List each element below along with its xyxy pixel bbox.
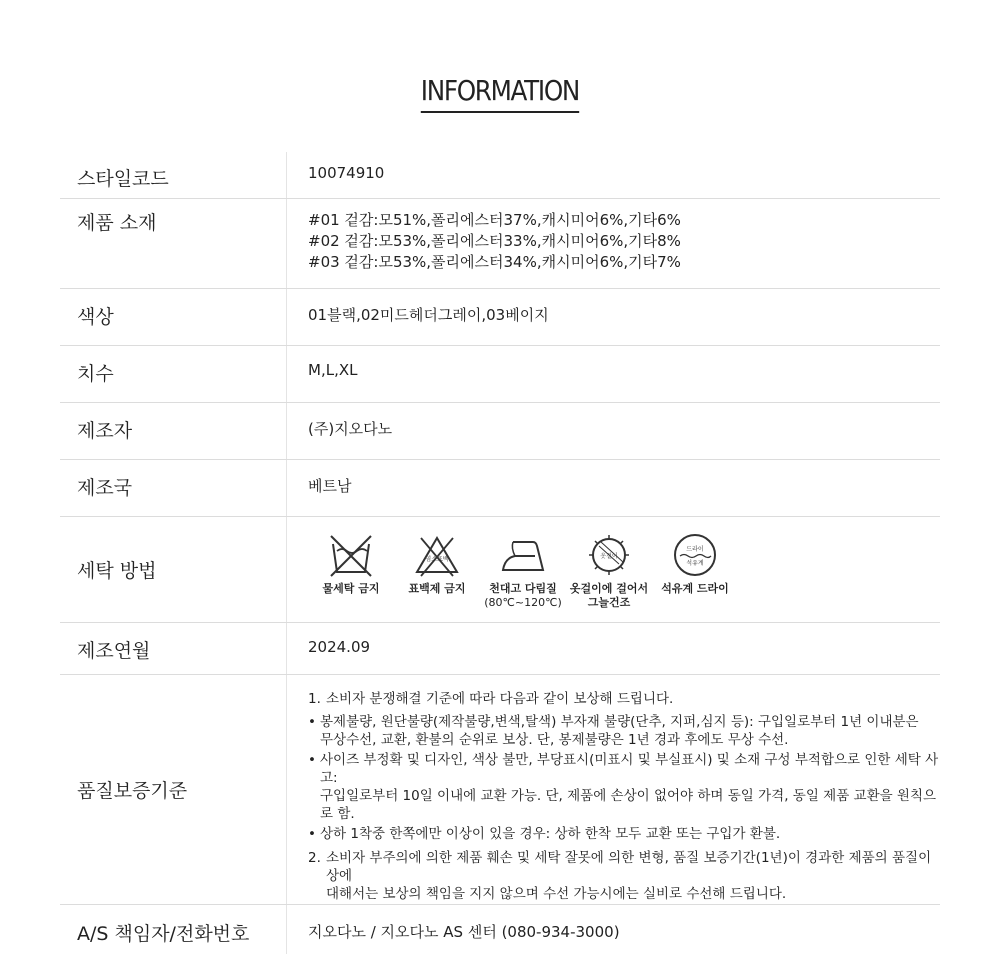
product-info-table	[60, 152, 940, 954]
svg-text:염소표백: 염소표백	[425, 556, 449, 563]
label-date: 제조연월	[77, 640, 151, 662]
label-country: 제조국	[77, 477, 133, 499]
dry-clean-icon	[671, 532, 719, 578]
row-wash	[60, 517, 940, 623]
no-bleach-icon	[413, 532, 461, 578]
label-maker: 제조자	[77, 420, 133, 442]
material-line: #02 겉감:모53%,폴리에스터33%,캐시미어6%,기타8%	[308, 232, 681, 250]
row-quality	[60, 675, 940, 905]
wash-item: 물세탁 금지	[308, 532, 394, 610]
value-color: 01블랙,02미드헤더그레이,03베이지	[308, 306, 549, 324]
iron-icon	[499, 532, 547, 578]
label-size: 치수	[77, 363, 114, 385]
row-size	[60, 346, 940, 403]
label-material: 제품 소재	[77, 212, 157, 234]
value-country: 베트남	[308, 477, 352, 495]
label-wash: 세탁 방법	[77, 560, 157, 582]
row-style-code	[60, 152, 940, 199]
wash-item: 드라이 석유계 석유계 드라이	[652, 532, 738, 610]
value-maker: (주)지오다노	[308, 420, 393, 438]
row-date	[60, 623, 940, 675]
row-as	[60, 905, 940, 955]
svg-text:석유계: 석유계	[686, 560, 704, 567]
wash-item: 천대고 다림질 (80℃~120℃)	[480, 532, 566, 610]
title-text: INFORMATION	[421, 74, 579, 113]
row-material	[60, 199, 940, 289]
page-title	[0, 74, 1000, 113]
material-line: #03 겉감:모53%,폴리에스터34%,캐시미어6%,기타7%	[308, 253, 681, 271]
value-date: 2024.09	[308, 638, 371, 656]
svg-text:드라이: 드라이	[686, 546, 704, 553]
label-color: 색상	[77, 306, 114, 328]
row-country	[60, 460, 940, 517]
label-as: A/S 책임자/전화번호	[77, 923, 250, 945]
no-water-wash-icon	[327, 532, 375, 578]
value-size: M,L,XL	[308, 361, 358, 379]
hanger-dry-icon	[585, 532, 633, 578]
quality-text: 1. 소비자 분쟁해결 기준에 따라 다음과 같이 보상해 드립니다. • 봉제불량, 원단불량(제작불량,변색,탈색) 부자재 불량(단추, 지퍼,심지 등): 구입일로부터 1년 이내분은 무상수선, 교환, 환불의 순위로 보상. 단, 봉제불량은 1년 경과 후에도 무상 수선. • 사이즈 부정확 및 디자인, 색상 불만, 부당표시(미표시 및 부실표시) 및 소재 구성 부적합으로 인한 세탁 사고: 구입일로부터 10일 이내에 교환 가능. 단, 제품에 손상이 없어야 하며 동일 가격, 동일 제품 교환을 원칙으로 함. • 상하 1착중 한쪽에만 이상이 있을 경우: 상하 한착 모두 교환 또는 구입가 환불. 2. 소비자 부주의에 의한 제품 훼손 및 세탁 잘못에 의한 변형, 품질 보증기간(1년)이 경과한 제품의 품질이상에 대해서는 보상의 책임을 지지 않으며 수선 가능시에는 실비로 수선해 드립니다.	[308, 691, 939, 902]
label-style-code: 스타일코드	[77, 168, 169, 190]
svg-text:옷걸이: 옷걸이	[600, 553, 618, 560]
label-quality: 품질보증기준	[77, 780, 188, 802]
row-color	[60, 289, 940, 346]
value-as: 지오다노 / 지오다노 AS 센터 (080-934-3000)	[308, 923, 620, 941]
value-style-code: 10074910	[308, 164, 385, 182]
material-line: #01 겉감:모51%,폴리에스터37%,캐시미어6%,기타6%	[308, 211, 681, 229]
wash-item: 옷걸이 옷걸이에 걸어서 그늘건조	[566, 532, 652, 610]
wash-item: 염소표백 표백제 금지	[394, 532, 480, 610]
wash-icons	[308, 518, 939, 610]
row-maker	[60, 403, 940, 460]
